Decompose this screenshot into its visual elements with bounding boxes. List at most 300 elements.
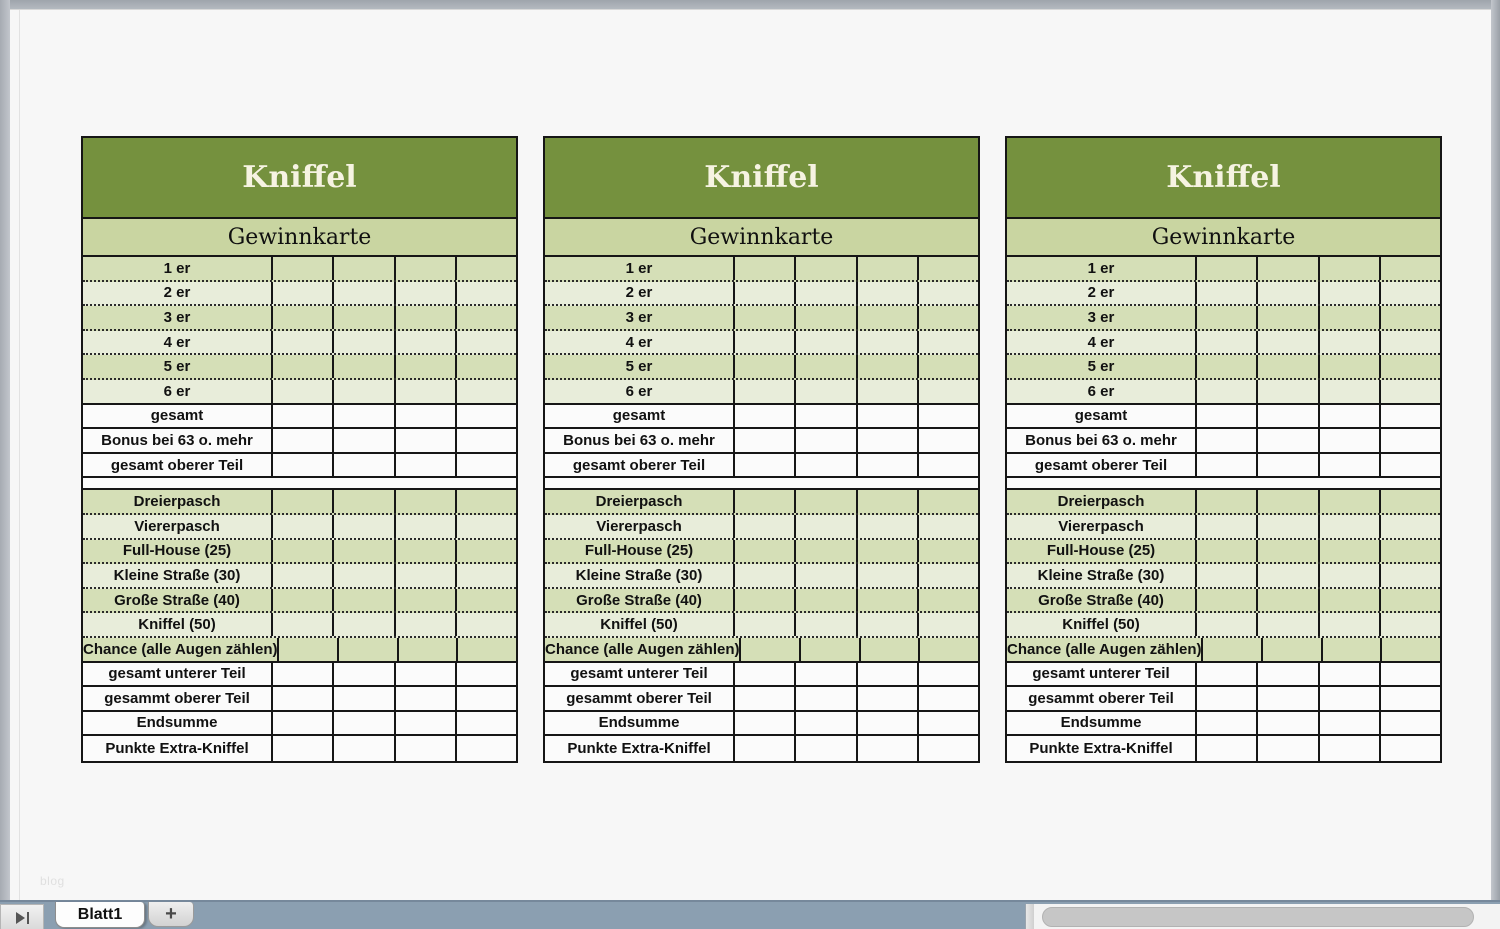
score-cell[interactable] xyxy=(917,564,978,587)
score-cell[interactable] xyxy=(1195,331,1256,354)
row-label: Große Straße (40) xyxy=(576,591,702,609)
score-cell[interactable] xyxy=(271,405,332,428)
score-cell[interactable] xyxy=(733,282,794,305)
row-label: Kleine Straße (30) xyxy=(113,566,241,584)
score-cell[interactable] xyxy=(917,257,978,280)
score-cell[interactable] xyxy=(271,613,332,636)
score-cell[interactable] xyxy=(794,564,855,587)
score-cell[interactable] xyxy=(917,355,978,378)
score-cell[interactable] xyxy=(917,712,978,735)
row-label: 3 er xyxy=(163,308,191,326)
row-label: Full-House (25) xyxy=(1046,542,1156,560)
score-cell[interactable] xyxy=(917,454,978,477)
score-cell[interactable] xyxy=(1256,564,1317,587)
score-cell[interactable] xyxy=(794,515,855,538)
row-label: Kniffel (50) xyxy=(600,616,678,634)
score-cell[interactable] xyxy=(1318,380,1379,403)
score-cell[interactable] xyxy=(455,589,516,612)
upper-score-row xyxy=(83,306,516,331)
score-cell[interactable] xyxy=(332,736,393,761)
score-cell[interactable] xyxy=(271,589,332,612)
score-cell[interactable] xyxy=(1195,405,1256,428)
score-cell[interactable] xyxy=(332,429,393,452)
score-cell[interactable] xyxy=(917,540,978,563)
score-cell[interactable] xyxy=(1318,306,1379,329)
row-label: gesamt unterer Teil xyxy=(1032,665,1170,683)
score-cell[interactable] xyxy=(271,257,332,280)
score-cell[interactable] xyxy=(1195,429,1256,452)
score-cell[interactable] xyxy=(455,663,516,686)
score-cell[interactable] xyxy=(1318,405,1379,428)
score-cell[interactable] xyxy=(394,687,455,710)
score-cell[interactable] xyxy=(271,540,332,563)
row-label: 5 er xyxy=(625,358,653,376)
score-cell[interactable] xyxy=(455,380,516,403)
score-cell[interactable] xyxy=(794,454,855,477)
score-cell[interactable] xyxy=(733,736,794,761)
upper-score-row xyxy=(545,355,978,380)
score-cell[interactable] xyxy=(455,306,516,329)
score-cell[interactable] xyxy=(1318,282,1379,305)
row-label: Kniffel (50) xyxy=(1062,616,1140,634)
score-cell[interactable] xyxy=(917,687,978,710)
score-cell[interactable] xyxy=(332,687,393,710)
score-cell[interactable] xyxy=(1379,712,1440,735)
score-cell[interactable] xyxy=(271,331,332,354)
score-cell[interactable] xyxy=(1195,454,1256,477)
score-cell[interactable] xyxy=(1256,613,1317,636)
score-cell[interactable] xyxy=(394,282,455,305)
score-cell[interactable] xyxy=(337,638,397,661)
section-divider xyxy=(83,478,516,490)
score-cell[interactable] xyxy=(394,540,455,563)
card-title: Kniffel xyxy=(1007,138,1440,219)
score-cell[interactable] xyxy=(794,663,855,686)
score-cell[interactable] xyxy=(794,736,855,761)
score-cell[interactable] xyxy=(856,331,917,354)
score-cell[interactable] xyxy=(1318,687,1379,710)
score-cell[interactable] xyxy=(394,712,455,735)
score-cell[interactable] xyxy=(856,490,917,513)
score-cell[interactable] xyxy=(856,613,917,636)
score-cell[interactable] xyxy=(917,663,978,686)
score-cell[interactable] xyxy=(332,490,393,513)
score-cell[interactable] xyxy=(794,282,855,305)
page-gutter-line xyxy=(19,10,20,900)
score-cell[interactable] xyxy=(733,712,794,735)
score-cell[interactable] xyxy=(277,638,337,661)
score-cell[interactable] xyxy=(1195,515,1256,538)
score-cell[interactable] xyxy=(455,540,516,563)
tab-scroll-button[interactable] xyxy=(0,904,44,929)
row-label: Full-House (25) xyxy=(122,542,232,560)
row-label: Große Straße (40) xyxy=(1038,591,1164,609)
row-label: gesamt oberer Teil xyxy=(1034,456,1168,474)
score-cell[interactable] xyxy=(1379,613,1440,636)
score-cell[interactable] xyxy=(1256,663,1317,686)
score-cell[interactable] xyxy=(917,306,978,329)
score-cell[interactable] xyxy=(455,331,516,354)
score-cell[interactable] xyxy=(394,515,455,538)
score-cell[interactable] xyxy=(332,331,393,354)
score-cell[interactable] xyxy=(1318,663,1379,686)
score-cell[interactable] xyxy=(394,331,455,354)
score-cell[interactable] xyxy=(917,331,978,354)
score-cell[interactable] xyxy=(1379,282,1440,305)
score-cell[interactable] xyxy=(856,405,917,428)
row-label: 2 er xyxy=(625,284,653,302)
score-cell[interactable] xyxy=(1195,490,1256,513)
score-cell[interactable] xyxy=(271,736,332,761)
score-cell[interactable] xyxy=(1379,306,1440,329)
score-cell[interactable] xyxy=(332,515,393,538)
lower-score-row xyxy=(545,613,978,638)
score-cell[interactable] xyxy=(733,564,794,587)
score-cell[interactable] xyxy=(733,380,794,403)
score-cell[interactable] xyxy=(332,257,393,280)
score-cell[interactable] xyxy=(856,589,917,612)
score-cell[interactable] xyxy=(859,638,919,661)
score-cell[interactable] xyxy=(455,405,516,428)
score-cell[interactable] xyxy=(856,306,917,329)
score-cell[interactable] xyxy=(856,282,917,305)
row-label: gesamt oberer Teil xyxy=(110,456,244,474)
score-cell[interactable] xyxy=(332,380,393,403)
score-cell[interactable] xyxy=(455,454,516,477)
upper-score-row xyxy=(545,331,978,356)
score-cell[interactable] xyxy=(733,490,794,513)
row-label: 6 er xyxy=(625,382,653,400)
score-cell[interactable] xyxy=(1256,331,1317,354)
score-cell[interactable] xyxy=(1195,540,1256,563)
add-sheet-icon: + xyxy=(165,902,177,925)
score-cell[interactable] xyxy=(1256,736,1317,761)
score-cell[interactable] xyxy=(1321,638,1381,661)
score-cell[interactable] xyxy=(1379,736,1440,761)
score-cell[interactable] xyxy=(856,515,917,538)
score-cell[interactable] xyxy=(1318,257,1379,280)
score-cell[interactable] xyxy=(332,589,393,612)
score-cell[interactable] xyxy=(1318,613,1379,636)
score-cell[interactable] xyxy=(1195,564,1256,587)
score-cell[interactable] xyxy=(1318,736,1379,761)
score-cell[interactable] xyxy=(1195,613,1256,636)
score-cell[interactable] xyxy=(332,355,393,378)
upper-score-row xyxy=(545,306,978,331)
score-cell[interactable] xyxy=(271,564,332,587)
score-cell[interactable] xyxy=(394,306,455,329)
lower-score-row xyxy=(83,638,516,663)
sheet-tab-label: Blatt1 xyxy=(77,905,123,923)
upper-score-row xyxy=(1007,257,1440,282)
score-cell[interactable] xyxy=(917,282,978,305)
score-cell[interactable] xyxy=(332,613,393,636)
score-cell[interactable] xyxy=(856,687,917,710)
score-cell[interactable] xyxy=(1379,663,1440,686)
upper-score-row xyxy=(1007,331,1440,356)
card-subtitle: Gewinnkarte xyxy=(83,219,516,257)
score-cell[interactable] xyxy=(1256,490,1317,513)
lower-score-row xyxy=(1007,613,1440,638)
lower-score-row xyxy=(545,638,978,663)
score-cell[interactable] xyxy=(1379,380,1440,403)
score-cell[interactable] xyxy=(456,638,516,661)
score-cell[interactable] xyxy=(394,454,455,477)
score-cell[interactable] xyxy=(856,564,917,587)
score-cell[interactable] xyxy=(794,687,855,710)
score-cell[interactable] xyxy=(794,712,855,735)
score-cell[interactable] xyxy=(394,355,455,378)
score-cell[interactable] xyxy=(455,282,516,305)
score-cell[interactable] xyxy=(1195,257,1256,280)
score-cell[interactable] xyxy=(1379,490,1440,513)
score-cell[interactable] xyxy=(856,736,917,761)
score-cell[interactable] xyxy=(1256,257,1317,280)
score-cell[interactable] xyxy=(794,380,855,403)
score-cell[interactable] xyxy=(794,405,855,428)
score-cell[interactable] xyxy=(1195,282,1256,305)
score-cell[interactable] xyxy=(1379,564,1440,587)
lower-score-row xyxy=(83,613,516,638)
score-cell[interactable] xyxy=(794,540,855,563)
score-cell[interactable] xyxy=(1318,712,1379,735)
score-cell[interactable] xyxy=(332,454,393,477)
lower-score-row xyxy=(1007,638,1440,663)
lower-summary-row xyxy=(1007,736,1440,761)
score-cell[interactable] xyxy=(271,490,332,513)
upper-score-row xyxy=(1007,380,1440,405)
card-title: Kniffel xyxy=(83,138,516,219)
score-cell[interactable] xyxy=(455,687,516,710)
score-cell[interactable] xyxy=(1256,712,1317,735)
score-cell[interactable] xyxy=(1379,405,1440,428)
score-cell[interactable] xyxy=(1195,306,1256,329)
score-cell[interactable] xyxy=(1256,282,1317,305)
score-cell[interactable] xyxy=(271,687,332,710)
score-cell[interactable] xyxy=(917,380,978,403)
score-cell[interactable] xyxy=(1318,515,1379,538)
score-cell[interactable] xyxy=(918,638,978,661)
score-cell[interactable] xyxy=(394,490,455,513)
score-cell[interactable] xyxy=(917,405,978,428)
score-cell[interactable] xyxy=(271,454,332,477)
score-cell[interactable] xyxy=(1256,306,1317,329)
horizontal-scrollbar-thumb[interactable] xyxy=(1042,907,1474,927)
score-cell[interactable] xyxy=(917,490,978,513)
score-cell[interactable] xyxy=(794,429,855,452)
score-cell[interactable] xyxy=(1380,638,1440,661)
score-cell[interactable] xyxy=(1256,380,1317,403)
score-cell[interactable] xyxy=(332,564,393,587)
score-cell[interactable] xyxy=(394,613,455,636)
score-cell[interactable] xyxy=(455,515,516,538)
row-label: Bonus bei 63 o. mehr xyxy=(101,431,253,449)
kniffel-card xyxy=(81,136,518,763)
score-cell[interactable] xyxy=(856,429,917,452)
sheet-tab-blatt1[interactable] xyxy=(55,902,145,928)
score-cell[interactable] xyxy=(332,306,393,329)
score-cell[interactable] xyxy=(271,663,332,686)
score-cell[interactable] xyxy=(917,589,978,612)
score-cell[interactable] xyxy=(394,429,455,452)
score-cell[interactable] xyxy=(739,638,799,661)
score-cell[interactable] xyxy=(1318,331,1379,354)
score-cell[interactable] xyxy=(455,355,516,378)
score-cell[interactable] xyxy=(1195,589,1256,612)
score-cell[interactable] xyxy=(799,638,859,661)
score-cell[interactable] xyxy=(733,540,794,563)
row-label: Endsumme xyxy=(598,714,680,732)
score-cell[interactable] xyxy=(394,589,455,612)
score-cell[interactable] xyxy=(1195,687,1256,710)
score-cell[interactable] xyxy=(1379,454,1440,477)
score-cell[interactable] xyxy=(1379,540,1440,563)
score-cell[interactable] xyxy=(1318,589,1379,612)
score-cell[interactable] xyxy=(856,712,917,735)
score-cell[interactable] xyxy=(917,429,978,452)
score-cell[interactable] xyxy=(394,663,455,686)
lower-score-row xyxy=(1007,589,1440,614)
score-cell[interactable] xyxy=(1318,355,1379,378)
upper-score-row xyxy=(545,282,978,307)
add-sheet-tab[interactable] xyxy=(148,902,194,927)
score-cell[interactable] xyxy=(332,540,393,563)
score-cell[interactable] xyxy=(455,564,516,587)
score-cell[interactable] xyxy=(1195,380,1256,403)
score-cell[interactable] xyxy=(332,405,393,428)
score-cell[interactable] xyxy=(394,736,455,761)
score-cell[interactable] xyxy=(1379,331,1440,354)
score-cell[interactable] xyxy=(1261,638,1321,661)
score-cell[interactable] xyxy=(1195,663,1256,686)
score-cell[interactable] xyxy=(397,638,457,661)
score-cell[interactable] xyxy=(794,589,855,612)
score-cell[interactable] xyxy=(794,257,855,280)
score-cell[interactable] xyxy=(733,405,794,428)
window-edge-left xyxy=(0,0,10,929)
score-cell[interactable] xyxy=(271,306,332,329)
score-cell[interactable] xyxy=(794,613,855,636)
score-cell[interactable] xyxy=(1379,687,1440,710)
spreadsheet-page xyxy=(9,9,1492,901)
score-cell[interactable] xyxy=(271,515,332,538)
score-cell[interactable] xyxy=(1195,736,1256,761)
score-cell[interactable] xyxy=(455,429,516,452)
score-cell[interactable] xyxy=(917,736,978,761)
score-cell[interactable] xyxy=(271,282,332,305)
score-cell[interactable] xyxy=(271,712,332,735)
score-cell[interactable] xyxy=(733,687,794,710)
score-cell[interactable] xyxy=(733,429,794,452)
score-cell[interactable] xyxy=(856,380,917,403)
score-cell[interactable] xyxy=(394,564,455,587)
horizontal-scrollbar-track[interactable] xyxy=(1034,904,1500,929)
score-cell[interactable] xyxy=(455,490,516,513)
score-cell[interactable] xyxy=(794,331,855,354)
score-cell[interactable] xyxy=(733,331,794,354)
score-cell[interactable] xyxy=(455,736,516,761)
row-label: gesamt xyxy=(612,407,666,425)
score-cell[interactable] xyxy=(733,663,794,686)
lower-summary-row xyxy=(1007,687,1440,712)
score-cell[interactable] xyxy=(856,257,917,280)
score-cell[interactable] xyxy=(733,454,794,477)
score-cell[interactable] xyxy=(1318,564,1379,587)
lower-summary-row xyxy=(1007,712,1440,737)
score-cell[interactable] xyxy=(856,454,917,477)
lower-score-row xyxy=(1007,490,1440,515)
lower-summary-row xyxy=(83,663,516,688)
score-cell[interactable] xyxy=(733,589,794,612)
score-cell[interactable] xyxy=(856,663,917,686)
score-cell[interactable] xyxy=(1256,454,1317,477)
score-cell[interactable] xyxy=(1379,429,1440,452)
score-cell[interactable] xyxy=(733,355,794,378)
score-cell[interactable] xyxy=(332,663,393,686)
score-cell[interactable] xyxy=(856,355,917,378)
score-cell[interactable] xyxy=(394,405,455,428)
score-cell[interactable] xyxy=(271,355,332,378)
score-cell[interactable] xyxy=(1379,257,1440,280)
score-cell[interactable] xyxy=(332,712,393,735)
score-cell[interactable] xyxy=(1195,712,1256,735)
score-cell[interactable] xyxy=(794,355,855,378)
score-cell[interactable] xyxy=(794,490,855,513)
row-label: Kleine Straße (30) xyxy=(1037,566,1165,584)
lower-summary-row xyxy=(545,712,978,737)
score-cell[interactable] xyxy=(1201,638,1261,661)
score-cell[interactable] xyxy=(455,712,516,735)
score-cell[interactable] xyxy=(1256,429,1317,452)
score-cell[interactable] xyxy=(794,306,855,329)
score-cell[interactable] xyxy=(1318,454,1379,477)
score-cell[interactable] xyxy=(271,429,332,452)
row-label: 4 er xyxy=(1087,333,1115,351)
kniffel-card xyxy=(1005,136,1442,763)
row-label: 6 er xyxy=(163,382,191,400)
score-cell[interactable] xyxy=(733,306,794,329)
score-cell[interactable] xyxy=(1379,515,1440,538)
score-cell[interactable] xyxy=(1256,540,1317,563)
row-label: 1 er xyxy=(1087,259,1115,277)
score-cell[interactable] xyxy=(1318,490,1379,513)
score-cell[interactable] xyxy=(917,613,978,636)
score-cell[interactable] xyxy=(1256,589,1317,612)
row-label: Punkte Extra-Kniffel xyxy=(105,740,249,758)
score-cell[interactable] xyxy=(733,515,794,538)
score-cell[interactable] xyxy=(455,257,516,280)
score-cell[interactable] xyxy=(1379,589,1440,612)
upper-score-row xyxy=(545,380,978,405)
score-cell[interactable] xyxy=(733,613,794,636)
score-cell[interactable] xyxy=(1195,355,1256,378)
score-cell[interactable] xyxy=(455,613,516,636)
score-cell[interactable] xyxy=(1256,687,1317,710)
score-cell[interactable] xyxy=(394,380,455,403)
score-cell[interactable] xyxy=(856,540,917,563)
score-cell[interactable] xyxy=(1379,355,1440,378)
score-cell[interactable] xyxy=(332,282,393,305)
score-cell[interactable] xyxy=(917,515,978,538)
score-cell[interactable] xyxy=(394,257,455,280)
score-cell[interactable] xyxy=(1318,540,1379,563)
score-cell[interactable] xyxy=(271,380,332,403)
score-cell[interactable] xyxy=(1256,405,1317,428)
score-cell[interactable] xyxy=(733,257,794,280)
score-cell[interactable] xyxy=(1318,429,1379,452)
score-cell[interactable] xyxy=(1256,355,1317,378)
score-cell[interactable] xyxy=(1256,515,1317,538)
